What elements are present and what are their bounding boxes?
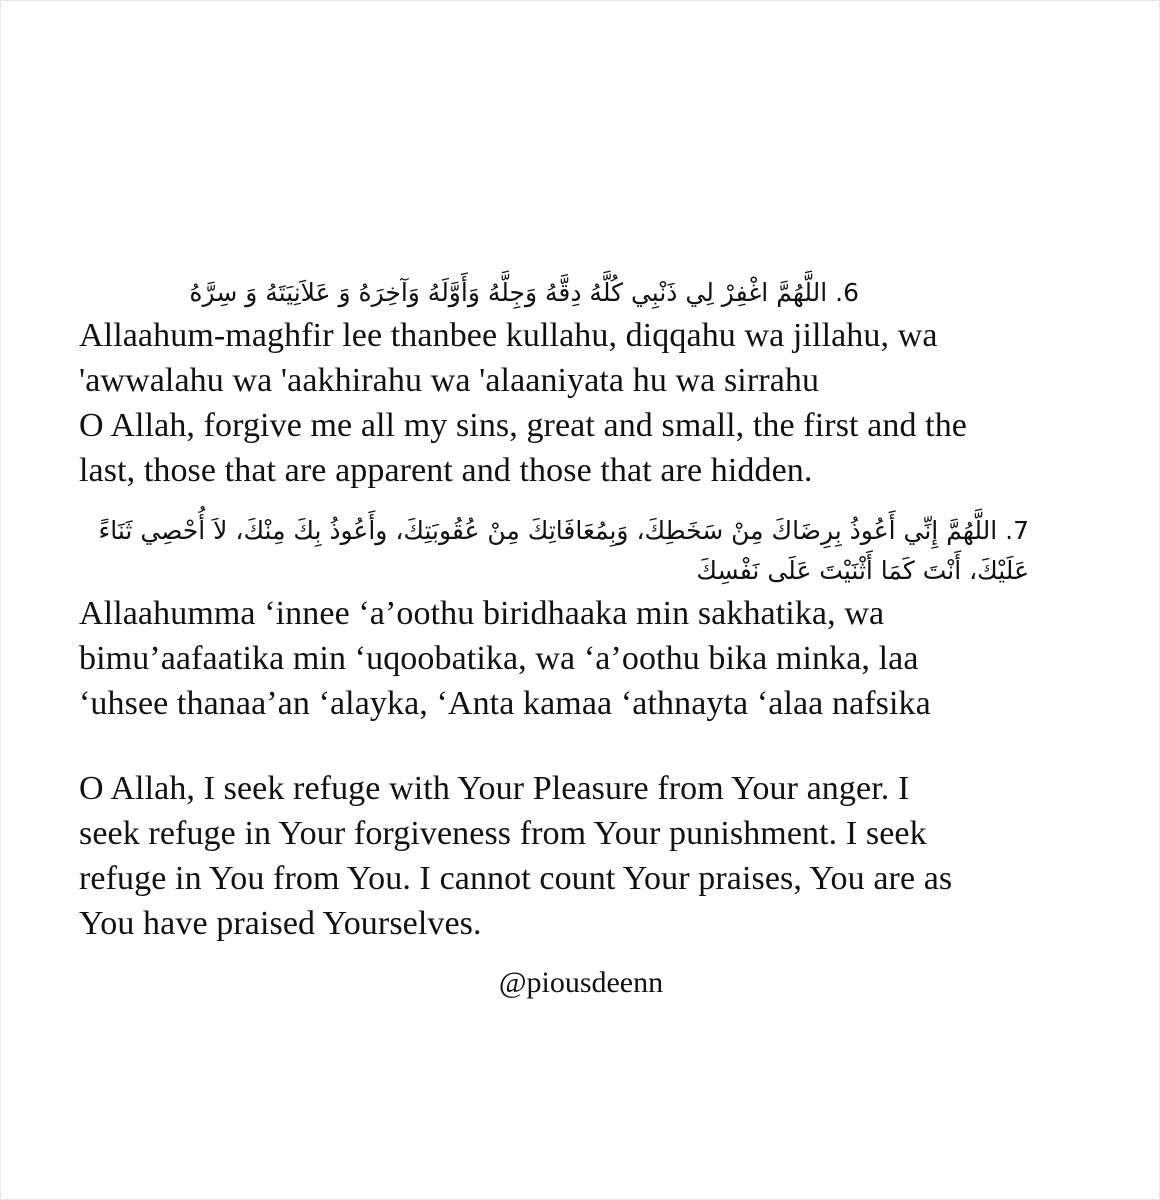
dua-7-arabic xyxy=(79,511,1029,591)
spacer xyxy=(79,726,1089,766)
transliteration-line: 'awwalahu wa 'aakhirahu wa 'alaaniyata hu wa sirrahu xyxy=(79,362,820,399)
translation-line: last, those that are apparent and those that are hidden. xyxy=(79,452,813,489)
translation-line: seek refuge in Your forgiveness from Your punishment. I seek xyxy=(79,815,927,852)
dua-7-translation xyxy=(79,766,1089,946)
dua-7-arabic-text: 7. اللَّهُمَّ إِنِّي أَعُوذُ بِرِضَاكَ مِنْ سَخَطِكَ، وَبِمُعَافَاتِكَ مِنْ عُقُوبَتِكَ، وأَعُوذُ بِكَ مِنْكَ، لاَ أُحْصِي ثَنَاءً عَلَيْكَ، أَنْتَ كَمَا أَثْنَيْتَ عَلَى نَفْسِكَ xyxy=(98,516,1029,585)
dua-6-transliteration xyxy=(79,313,1089,403)
translation-line: You have praised Yourselves. xyxy=(79,905,482,942)
author-handle: @piousdeenn xyxy=(498,966,664,999)
dua-content xyxy=(79,273,1089,946)
dua-6-arabic xyxy=(79,273,859,313)
translation-line: refuge in You from You. I cannot count Your praises, You are as xyxy=(79,860,953,897)
translation-line: O Allah, forgive me all my sins, great and small, the first and the xyxy=(79,407,967,444)
translation-line: O Allah, I seek refuge with Your Pleasure from Your anger. I xyxy=(79,770,910,807)
transliteration-line: ‘uhsee thanaa’an ‘alayka, ‘Anta kamaa ‘athnayta ‘alaa nafsika xyxy=(79,685,931,722)
transliteration-line: Allaahum-maghfir lee thanbee kullahu, diqqahu wa jillahu, wa xyxy=(79,317,938,354)
dua-6-translation xyxy=(79,403,1089,493)
dua-7-transliteration xyxy=(79,591,1089,726)
transliteration-line: Allaahumma ‘innee ‘a’oothu biridhaaka min sakhatika, wa xyxy=(79,595,885,632)
dua-6-arabic-text: 6. اللَّهُمَّ اغْفِرْ لِي ذَنْبِي كُلَّهُ دِقَّهُ وَجِلَّهُ وَأَوَّلَهُ وَآخِرَهُ وَ عَلاَنِيَتَهُ وَ سِرَّهُ xyxy=(189,278,859,307)
transliteration-line: bimu’aafaatika min ‘uqoobatika, wa ‘a’oothu bika minka, laa xyxy=(79,640,919,677)
spacer xyxy=(79,493,1089,511)
